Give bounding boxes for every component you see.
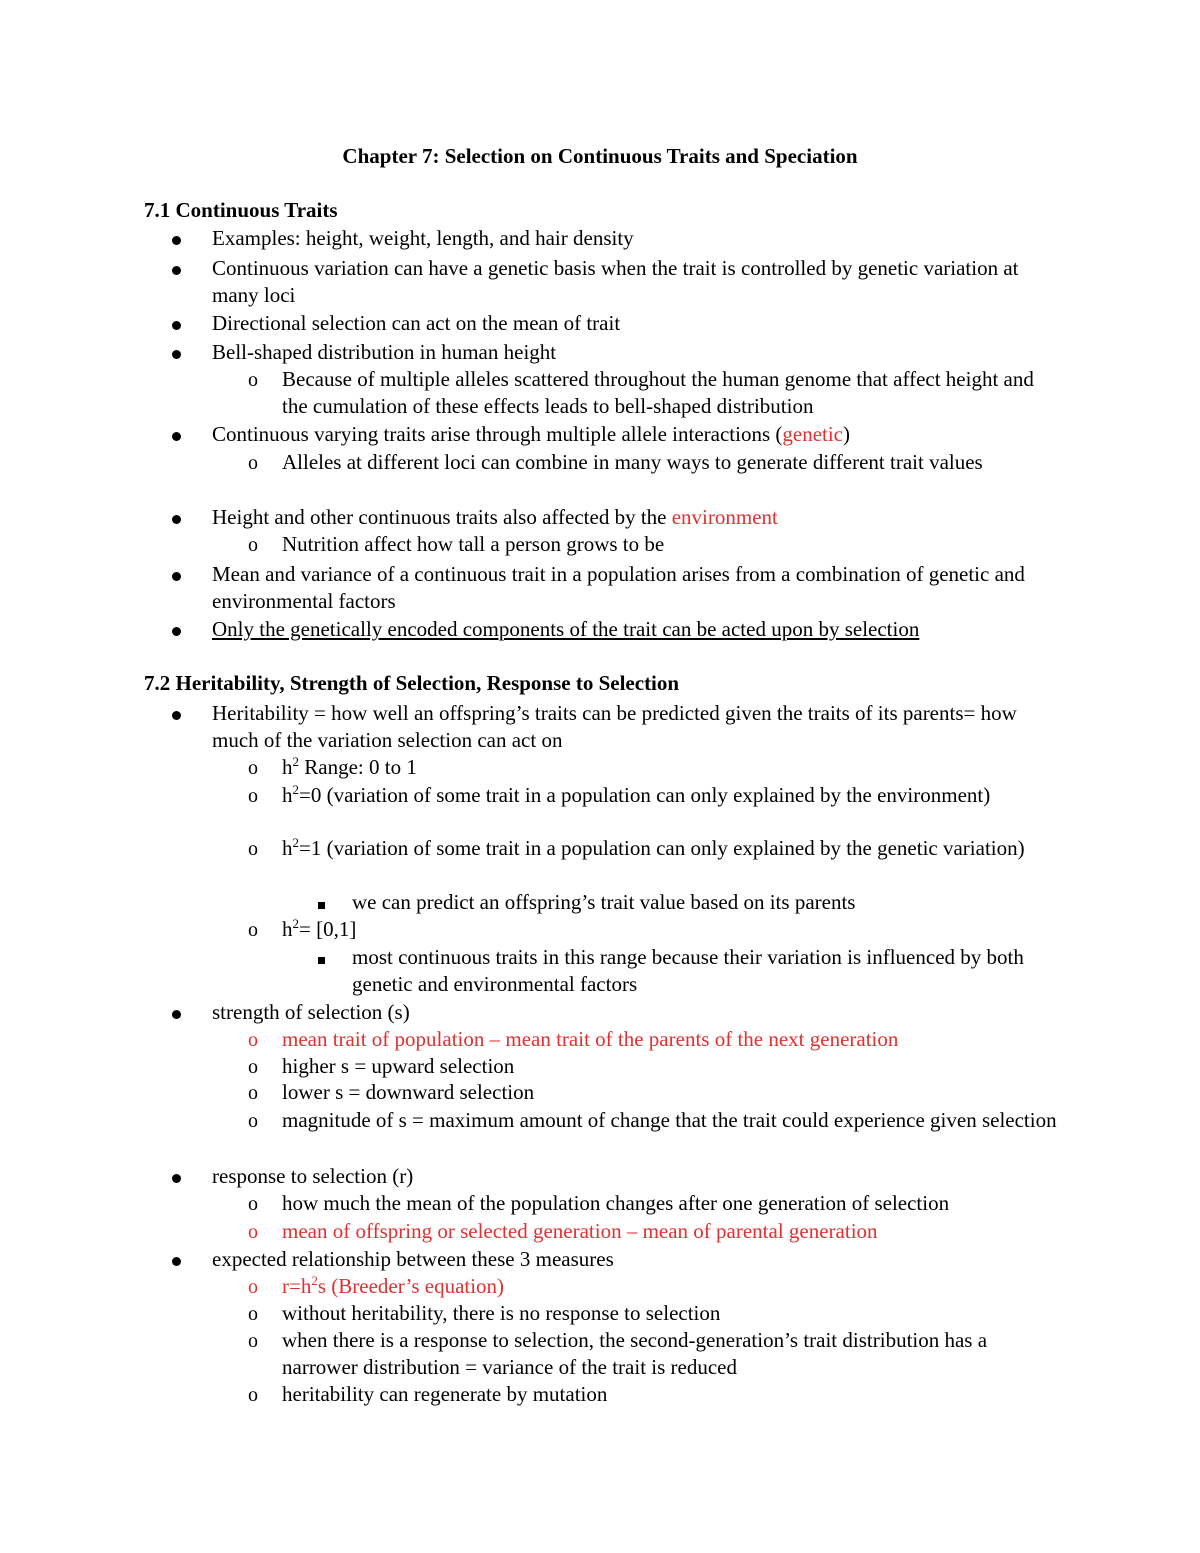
bullet-icon [172, 225, 181, 252]
circle-bullet-icon: o [248, 1029, 258, 1051]
bullet-icon [172, 421, 181, 448]
list-item: mean trait of population – mean trait of the parents of the next generation [282, 1027, 899, 1051]
bullet-icon [172, 700, 181, 727]
list-item: higher s = upward selection [282, 1054, 515, 1078]
bullet-icon [172, 1163, 181, 1190]
breeders-equation: $r=h^2s$ (Breeder’s equation) [282, 1273, 505, 1298]
list-item: Directional selection can act on the mean of trait [212, 311, 621, 335]
square-bullet-icon [318, 944, 325, 971]
list-item: when there is a response to selection, the second-generation’s trait distribution has a narrower distribution = variance of the trait is reduced [282, 1328, 988, 1379]
highlight-environment: environment [671, 505, 778, 529]
circle-bullet-icon: o [248, 1303, 258, 1325]
page-title: Chapter 7: Selection on Continuous Traits and Speciation [342, 144, 858, 168]
bullet-icon [172, 339, 181, 366]
circle-bullet-icon: o [248, 757, 258, 779]
circle-bullet-icon: o [248, 1193, 258, 1215]
list-item: Continuous variation can have a genetic basis when the trait is controlled by genetic variation at many loci [212, 256, 1019, 307]
list-item: Mean and variance of a continuous trait in a population arises from a combination of genetic and environmental factors [212, 562, 1025, 613]
circle-bullet-icon: o [248, 534, 258, 556]
bullet-icon [172, 255, 181, 282]
circle-bullet-icon: o [248, 452, 258, 474]
list-item: strength of selection (s) [212, 1000, 410, 1024]
list-item: Heritability = how well an offspring’s traits can be predicted given the traits of its parents= how much of the variation selection can act on [212, 701, 1017, 752]
circle-bullet-icon: o [248, 1082, 258, 1104]
bullet-icon [172, 616, 181, 643]
circle-bullet-icon: o [248, 1110, 258, 1132]
highlight-genetic: genetic [782, 422, 844, 446]
list-item: $h^2= [0,1]$ [282, 916, 357, 941]
list-item: expected relationship between these 3 measures [212, 1247, 614, 1271]
circle-bullet-icon: o [248, 1056, 258, 1078]
list-item: $h^2$ Range: 0 to 1 [282, 754, 417, 779]
list-item: Only the genetically encoded components of the trait can be acted upon by selection [212, 617, 920, 641]
bullet-icon [172, 561, 181, 588]
square-bullet-icon [318, 889, 325, 916]
circle-bullet-icon: o [248, 1221, 258, 1243]
list-item: Continuous varying traits arise through multiple allele interactions (genetic) [212, 422, 851, 446]
list-item: most continuous traits in this range because their variation is influenced by both genetic and environmental factors [352, 945, 1024, 996]
circle-bullet-icon: o [248, 1384, 258, 1406]
list-item: how much the mean of the population changes after one generation of selection [282, 1191, 950, 1215]
list-item: $h^2=1$ (variation of some trait in a population can only explained by the genetic variation) [282, 835, 1025, 860]
section-7-2-heading: 7.2 Heritability, Strength of Selection, Response to Selection [144, 671, 680, 695]
circle-bullet-icon: o [248, 919, 258, 941]
circle-bullet-icon: o [248, 1276, 258, 1298]
list-item: lower s = downward selection [282, 1080, 535, 1104]
circle-bullet-icon: o [248, 785, 258, 807]
bullet-icon [172, 310, 181, 337]
list-item: Because of multiple alleles scattered throughout the human genome that affect height and the cumulation of these effects leads to bell-shaped distribution [282, 367, 1034, 418]
circle-bullet-icon: o [248, 369, 258, 391]
section-7-1-heading: 7.1 Continuous Traits [144, 198, 338, 222]
list-item: magnitude of s = maximum amount of change that the trait could experience given selection [282, 1108, 1057, 1132]
list-item: heritability can regenerate by mutation [282, 1382, 608, 1406]
circle-bullet-icon: o [248, 838, 258, 860]
list-item: Examples: height, weight, length, and hair density [212, 226, 634, 250]
list-item: Height and other continuous traits also affected by the environment [212, 505, 778, 529]
list-item: we can predict an offspring’s trait value based on its parents [352, 890, 856, 914]
list-item: $h^2=0$ (variation of some trait in a population can only explained by the environment) [282, 782, 991, 807]
list-item: Bell-shaped distribution in human height [212, 340, 557, 364]
list-item: without heritability, there is no response to selection [282, 1301, 721, 1325]
list-item: Nutrition affect how tall a person grows to be [282, 532, 665, 556]
circle-bullet-icon: o [248, 1330, 258, 1352]
bullet-icon [172, 1246, 181, 1273]
bullet-icon [172, 999, 181, 1026]
bullet-icon [172, 504, 181, 531]
list-item: mean of offspring or selected generation – mean of parental generation [282, 1219, 878, 1243]
list-item: response to selection (r) [212, 1164, 414, 1188]
list-item: Alleles at different loci can combine in many ways to generate different trait values [282, 450, 983, 474]
